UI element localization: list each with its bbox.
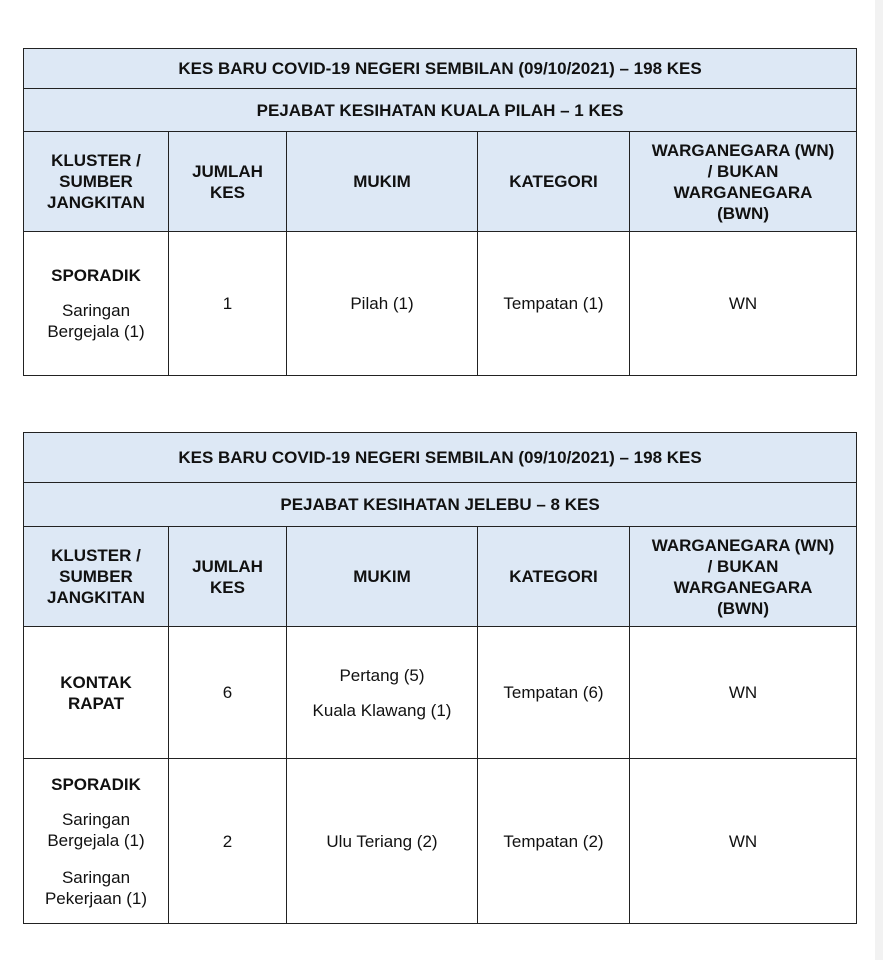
header-mukim: MUKIM bbox=[287, 527, 478, 627]
cell-mukim: Pertang (5) Kuala Klawang (1) bbox=[287, 627, 478, 759]
header-kluster: KLUSTER / SUMBER JANGKITAN bbox=[24, 527, 169, 627]
cell-mukim: Ulu Teriang (2) bbox=[287, 759, 478, 924]
page-edge bbox=[875, 0, 883, 960]
cell-wn: WN bbox=[630, 759, 857, 924]
cell-jumlah: 2 bbox=[169, 759, 287, 924]
table-title: KES BARU COVID-19 NEGERI SEMBILAN (09/10/2021) – 198 KES bbox=[24, 49, 857, 89]
office-title: PEJABAT KESIHATAN JELEBU – 8 KES bbox=[24, 483, 857, 527]
cell-jumlah: 1 bbox=[169, 232, 287, 376]
cell-mukim: Pilah (1) bbox=[287, 232, 478, 376]
table-kuala-pilah bbox=[23, 48, 857, 376]
table-row bbox=[24, 627, 857, 759]
header-mukim: MUKIM bbox=[287, 132, 478, 232]
cell-kluster: KONTAK RAPAT bbox=[24, 627, 169, 759]
table-title: KES BARU COVID-19 NEGERI SEMBILAN (09/10/2021) – 198 KES bbox=[24, 433, 857, 483]
cell-kategori: Tempatan (2) bbox=[478, 759, 630, 924]
header-warganegara: WARGANEGARA (WN) / BUKAN WARGANEGARA (BWN) bbox=[630, 132, 857, 232]
cell-kluster: SPORADIK Saringan Bergejala (1) bbox=[24, 232, 169, 376]
table-row bbox=[24, 759, 857, 924]
header-warganegara: WARGANEGARA (WN) / BUKAN WARGANEGARA (BWN) bbox=[630, 527, 857, 627]
cell-jumlah: 6 bbox=[169, 627, 287, 759]
table-jelebu bbox=[23, 432, 857, 924]
cell-wn: WN bbox=[630, 627, 857, 759]
cell-kluster: SPORADIK Saringan Bergejala (1) Saringan Pekerjaan (1) bbox=[24, 759, 169, 924]
cell-kategori: Tempatan (1) bbox=[478, 232, 630, 376]
office-title: PEJABAT KESIHATAN KUALA PILAH – 1 KES bbox=[24, 89, 857, 132]
header-jumlah: JUMLAH KES bbox=[169, 132, 287, 232]
cell-kategori: Tempatan (6) bbox=[478, 627, 630, 759]
header-kategori: KATEGORI bbox=[478, 527, 630, 627]
table-row bbox=[24, 232, 857, 376]
header-kategori: KATEGORI bbox=[478, 132, 630, 232]
header-kluster: KLUSTER / SUMBER JANGKITAN bbox=[24, 132, 169, 232]
cell-wn: WN bbox=[630, 232, 857, 376]
header-jumlah: JUMLAH KES bbox=[169, 527, 287, 627]
